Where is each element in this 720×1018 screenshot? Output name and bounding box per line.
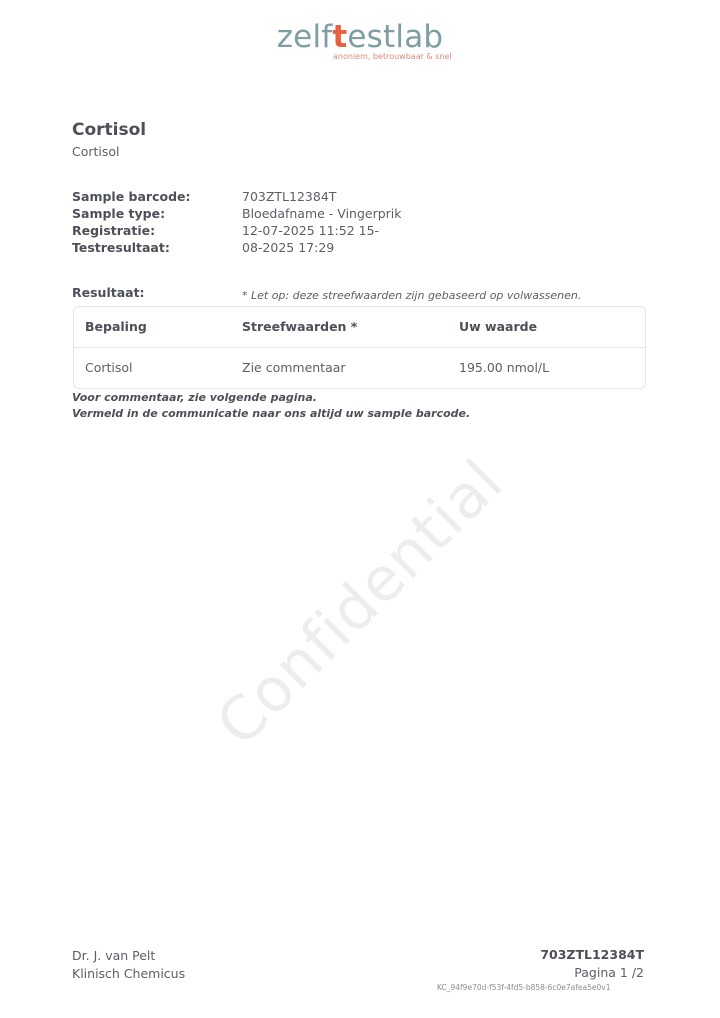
note-barcode: Vermeld in de communicatie naar ons altijd uw sample barcode.	[72, 407, 471, 420]
result-table	[73, 306, 646, 389]
label-sample-barcode: Sample barcode:	[72, 189, 191, 204]
sample-info-values	[242, 188, 402, 256]
result-note: * Let op: deze streefwaarden zijn gebaseerd op volwassenen.	[242, 289, 582, 302]
value-sample-barcode: 703ZTL12384T	[242, 189, 337, 204]
sample-info-labels	[72, 188, 242, 256]
logo-plus: t	[332, 19, 348, 55]
logo-wordmark	[277, 18, 444, 56]
value-sample-type: Bloedafname - Vingerprik	[242, 206, 402, 221]
label-sample-type: Sample type:	[72, 206, 166, 221]
logo	[0, 18, 720, 61]
result-notes	[72, 390, 470, 422]
test-title: Cortisol	[72, 120, 147, 140]
column-header-bepaling: Bepaling	[85, 319, 147, 334]
logo-prefix: zelf	[276, 19, 333, 55]
watermark: Confidential	[203, 446, 517, 760]
logo-suffix: estlab	[347, 19, 444, 55]
cell-streefwaarden: Zie commentaar	[242, 360, 346, 375]
signer-role: Klinisch Chemicus	[72, 966, 186, 981]
table-header-row	[74, 307, 645, 348]
signer-name: Dr. J. van Pelt	[72, 948, 156, 963]
column-header-streefwaarden: Streefwaarden *	[242, 319, 358, 334]
cell-uw-waarde: 195.00 nmol/L	[459, 360, 550, 375]
value-dates: 12-07-2025 11:52 15-08-2025 17:29	[242, 223, 380, 255]
footer-barcode: 703ZTL12384T	[540, 947, 644, 962]
document-id: KC_94f9e70d-f53f-4fd5-b858-6c0e7afea5e0v1	[437, 983, 611, 992]
result-label: Resultaat:	[72, 285, 145, 300]
cell-bepaling: Cortisol	[85, 360, 133, 375]
page-footer	[540, 946, 644, 982]
label-testresultaat: Testresultaat:	[72, 240, 170, 255]
signature-block	[72, 947, 185, 983]
page-number: Pagina 1 /2	[574, 965, 644, 980]
note-comment: Voor commentaar, zie volgende pagina.	[72, 391, 317, 404]
label-registratie: Registratie:	[72, 223, 156, 238]
logo-tagline: anoniem, betrouwbaar & snel	[333, 52, 452, 61]
column-header-uw-waarde: Uw waarde	[459, 319, 538, 334]
table-row	[74, 348, 645, 388]
test-subtitle: Cortisol	[72, 144, 120, 159]
